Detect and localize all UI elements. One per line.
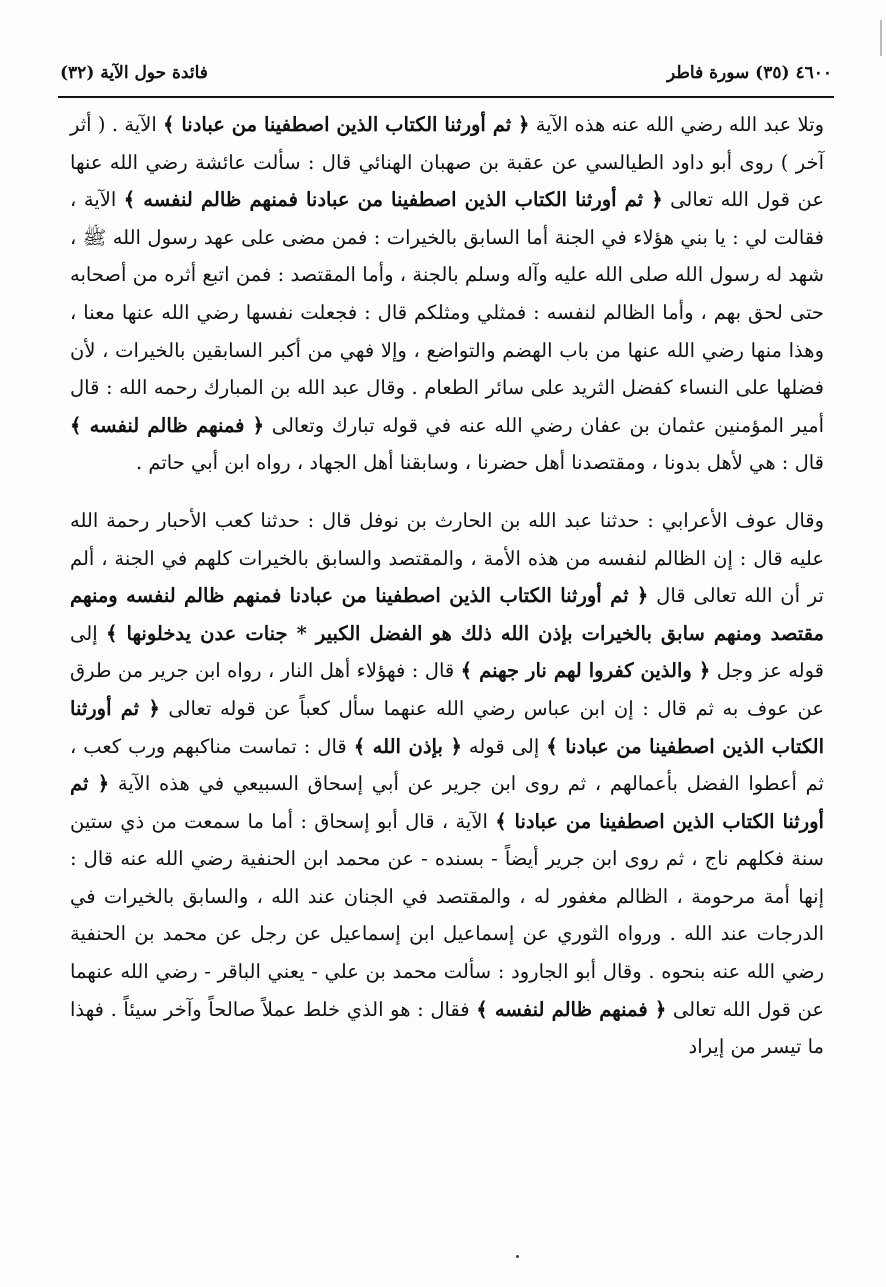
quran-verse: ﴿ ثم أورثنا الكتاب الذين اصطفينا من عبادنا ﴾: [70, 696, 824, 758]
text-span: الآية ، فقالت لي : يا بني هؤلاء في الجنة أما السابق بالخيرات : فمن مضى على عهد رسول الله ﷺ ، شهد له رسول الله صلى الله عليه وآله وسلم بالجنة ، وأما المقتصد : فمن اتبع أثره من أصحابه حتى لحق بهم ، وأما الظالم لنفسه : فمثلي ومثلكم قال : فجعلت نفسها رضي الله عنها معنا ، وهذا منها رضي الله عنها من باب الهضم والتواضع ، وإلا فهي من أكبر السابقين بالخيرات ، لأن فضلها على النساء كفضل الثريد على سائر الطعام . وقال عبد الله بن المبارك رحمه الله : قال أمير المؤمنين عثمان بن عفان رضي الله عنه في قوله تبارك وتعالى: [70, 188, 824, 437]
page-edge-mark: [880, 20, 882, 56]
quran-verse: ﴿ ثم أورثنا الكتاب الذين اصطفينا من عبادنا ﴾: [163, 113, 530, 136]
quran-verse: ﴿ فمنهم ظالم لنفسه ﴾: [476, 997, 667, 1021]
text-span: وقال عوف الأعرابي : حدثنا عبد الله بن الحارث بن نوفل قال : حدثنا كعب الأحبار رحمة الله عليه قال : إن الظالم لنفسه من هذه الأمة ، والمقتصد والسابق بالخيرات كلهم في الجنة ، ألم تر أن الله تعالى قال: [70, 508, 824, 608]
paragraph-2: [70, 502, 824, 1066]
quran-verse: ﴿ والذين كفروا لهم نار جهنم ﴾: [460, 659, 711, 683]
quran-verse: ﴿ ثم أورثنا الكتاب الذين اصطفينا من عبادنا فمنهم ظالم لنفسه ﴾: [123, 188, 663, 212]
paragraph-1: [70, 106, 824, 482]
text-span: قال : فهؤلاء أهل النار ، رواه ابن جرير من طرق عن عوف به ثم قال : إن ابن عباس رضي الله عنهما سأل كعباً عن قوله تعالى: [70, 659, 824, 720]
text-span: قال : هي لأهل بدونا ، ومقتصدنا أهل حضرنا ، وسابقنا أهل الجهاد ، رواه ابن أبي حاتم .: [136, 451, 824, 475]
text-span: وتلا عبد الله رضي الله عنه هذه الآية: [529, 113, 825, 136]
quran-verse: ﴿ فمنهم ظالم لنفسه ﴾: [70, 413, 265, 437]
body-text: [70, 106, 824, 1066]
header-page-and-surah: ٤٦٠٠ (٣٥) سورة فاطر: [666, 63, 832, 83]
running-header: [60, 56, 832, 90]
text-span: إلى قوله عز وجل: [70, 621, 824, 683]
text-span: فقال : هو الذي خلط عملاً صالحاً وآخر سيئاً . فهذا ما تيسر من إيراد: [70, 997, 824, 1059]
quran-verse: ﴿ ثم أورثنا الكتاب الذين اصطفينا من عبادنا ﴾: [70, 772, 824, 833]
header-rule: [58, 96, 834, 98]
text-span: الآية ، قال أبو إسحاق : أما ما سمعت من ذي ستين سنة فكلهم ناج ، ثم روى ابن جرير أيضاً - بسنده - عن محمد ابن الحنفية رضي الله عنه قال : إنها أمة مرحومة ، الظالم مغفور له ، والمقتصد في الجنان عند الله ، والسابق بالخيرات في الدرجات عند الله . ورواه الثوري عن إسماعيل ابن إسماعيل عن رجل عن محمد بن الحنفية رضي الله عنه بنحوه . وقال أبو الجارود : سألت محمد بن علي - يعني الباقر - رضي الله عنهما عن قول الله تعالى: [70, 809, 825, 1021]
text-span: قال : تماست مناكبهم ورب كعب ، ثم أعطوا الفضل بأعمالهم ، ثم روى ابن جرير عن أبي إسحاق السبيعي في هذه الآية: [70, 734, 824, 796]
quran-verse: ﴿ ثم أورثنا الكتاب الذين اصطفينا من عبادنا فمنهم ظالم لنفسه ومنهم مقتصد ومنهم سابق بالخيرات بإذن الله ذلك هو الفضل الكبير * جنات عدن يدخلونها ﴾: [70, 584, 824, 645]
header-section-title: فائدة حول الآية (٣٢): [60, 63, 208, 83]
text-span: الآية . ( أثر آخر ) روى أبو داود الطيالسي عن عقبة بن صهبان الهنائي قال : سألت عائشة رضي الله عنها عن قول الله تعالى: [70, 113, 824, 212]
text-span: إلى قوله: [461, 734, 547, 758]
quran-verse: ﴿ بإذن الله ﴾: [353, 734, 462, 758]
page-speck: [516, 1255, 519, 1258]
